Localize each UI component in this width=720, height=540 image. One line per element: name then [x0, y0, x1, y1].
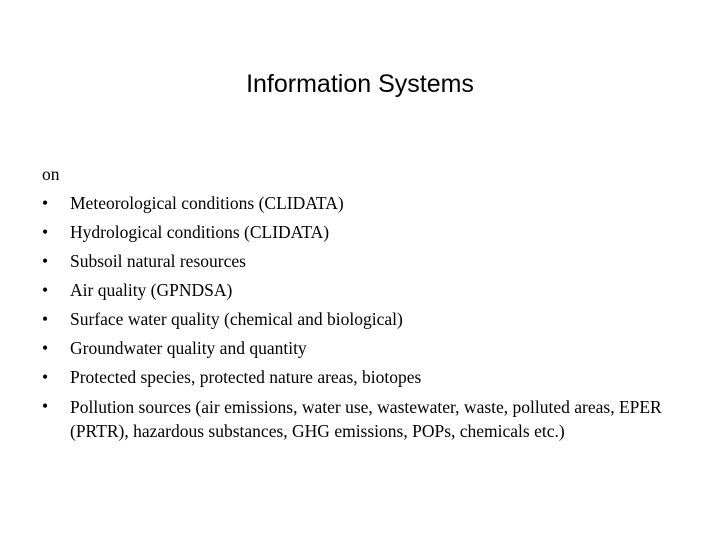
bullet-icon: •: [42, 338, 49, 358]
list-item-text: Surface water quality (chemical and biological): [70, 309, 403, 329]
slide-title: Information Systems: [246, 70, 474, 98]
slide-body: [42, 160, 682, 443]
list-item: [42, 189, 682, 218]
intro-text: on: [42, 164, 60, 184]
bullet-icon: •: [42, 396, 49, 416]
list-item-text: Groundwater quality and quantity: [70, 338, 307, 358]
list-item: [42, 218, 682, 247]
bullet-icon: •: [42, 280, 49, 300]
list-item-text: Air quality (GPNDSA): [70, 280, 233, 300]
list-item: [42, 247, 682, 276]
list-item-text: Pollution sources (air emissions, water use, wastewater, waste, polluted areas, EPER (PRTR), hazardous substances, GHG emissions, POPs, chemicals etc.): [70, 397, 662, 441]
bullet-icon: •: [42, 193, 49, 213]
list-item: [42, 363, 682, 392]
list-item-text: Subsoil natural resources: [70, 251, 246, 271]
list-item: [42, 276, 682, 305]
bullet-icon: •: [42, 222, 49, 242]
list-item: [42, 392, 682, 443]
bullet-icon: •: [42, 367, 49, 387]
list-item: [42, 305, 682, 334]
list-item: [42, 334, 682, 363]
bullet-icon: •: [42, 251, 49, 271]
bullet-list: [42, 189, 682, 443]
list-item-text: Meteorological conditions (CLIDATA): [70, 193, 344, 213]
list-item-text: Hydrological conditions (CLIDATA): [70, 222, 330, 242]
bullet-icon: •: [42, 309, 49, 329]
list-item-text: Protected species, protected nature areas, biotopes: [70, 367, 422, 387]
